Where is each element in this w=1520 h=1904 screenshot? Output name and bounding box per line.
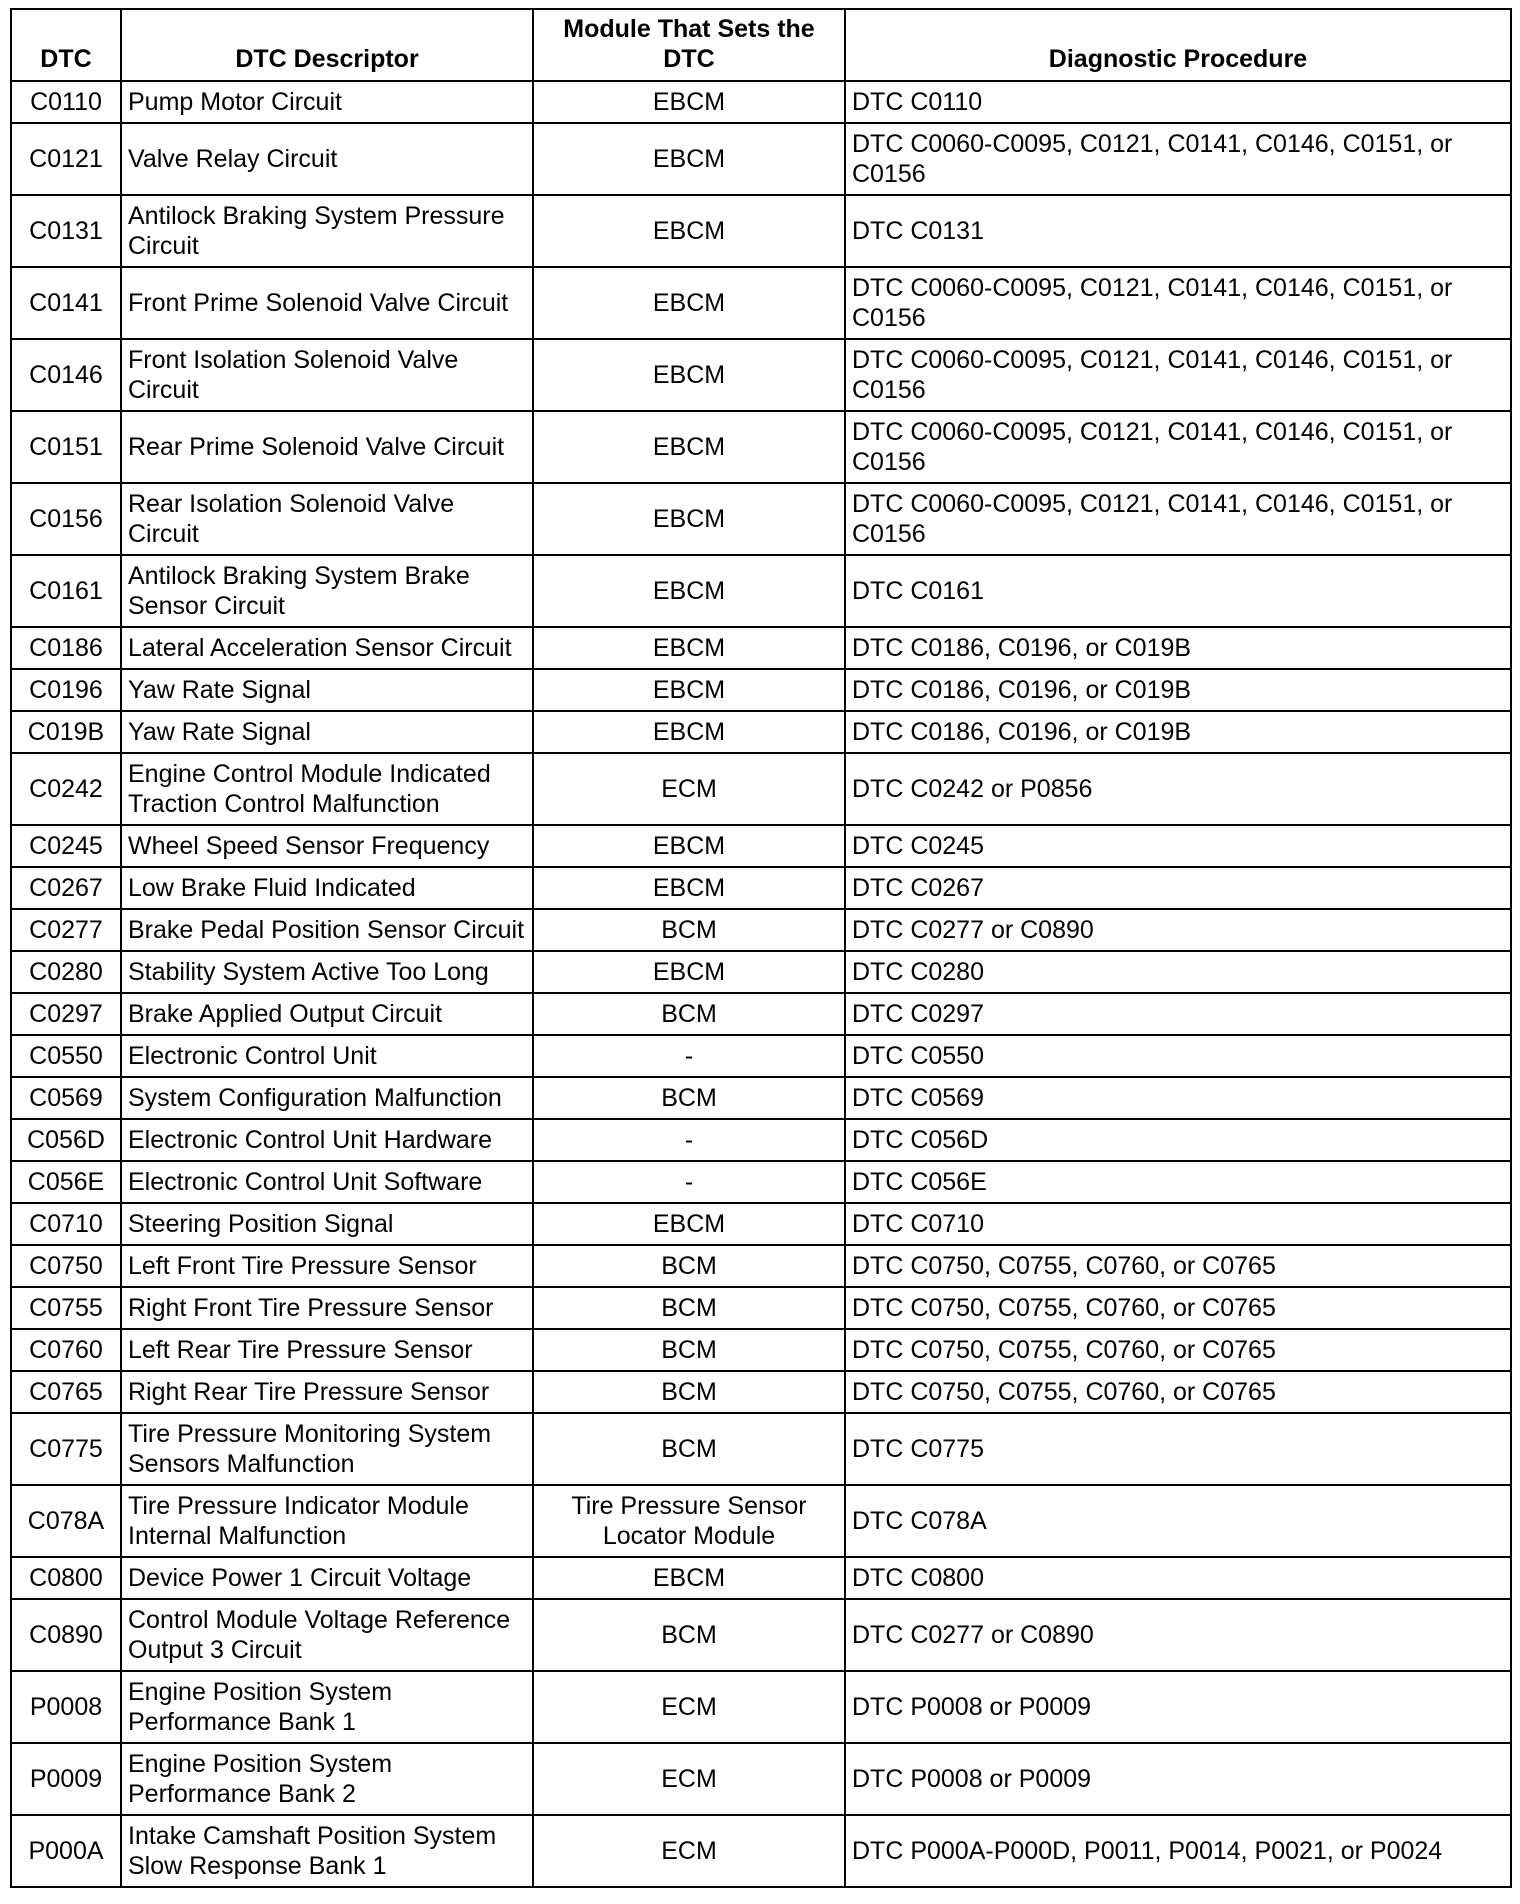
dtc-descriptor-cell: Electronic Control Unit Software: [121, 1161, 533, 1203]
dtc-descriptor-cell: Rear Isolation Solenoid Valve Circuit: [121, 483, 533, 555]
dtc-descriptor-cell: Tire Pressure Indicator Module Internal Malfunction: [121, 1485, 533, 1557]
diagnostic-procedure-cell: DTC P0008 or P0009: [845, 1671, 1511, 1743]
header-procedure: Diagnostic Procedure: [845, 9, 1511, 81]
dtc-table-container: [10, 8, 1510, 1888]
dtc-descriptor-cell: Low Brake Fluid Indicated: [121, 867, 533, 909]
diagnostic-procedure-cell: DTC C0550: [845, 1035, 1511, 1077]
dtc-descriptor-cell: Left Front Tire Pressure Sensor: [121, 1245, 533, 1287]
diagnostic-procedure-cell: DTC P0008 or P0009: [845, 1743, 1511, 1815]
dtc-code-cell: P000A: [11, 1815, 121, 1887]
module-cell: EBCM: [533, 669, 845, 711]
header-descriptor: DTC Descriptor: [121, 9, 533, 81]
table-row: [11, 627, 1511, 669]
dtc-code-cell: C0800: [11, 1557, 121, 1599]
module-cell: EBCM: [533, 627, 845, 669]
diagnostic-procedure-cell: DTC C0750, C0755, C0760, or C0765: [845, 1371, 1511, 1413]
dtc-code-cell: C0710: [11, 1203, 121, 1245]
module-cell: ECM: [533, 753, 845, 825]
dtc-descriptor-cell: Antilock Braking System Pressure Circuit: [121, 195, 533, 267]
module-cell: -: [533, 1119, 845, 1161]
table-row: [11, 1203, 1511, 1245]
diagnostic-procedure-cell: DTC C0277 or C0890: [845, 1599, 1511, 1671]
diagnostic-procedure-cell: DTC C0750, C0755, C0760, or C0765: [845, 1245, 1511, 1287]
dtc-code-cell: C0775: [11, 1413, 121, 1485]
table-body: [11, 81, 1511, 1887]
dtc-descriptor-cell: Wheel Speed Sensor Frequency: [121, 825, 533, 867]
dtc-code-cell: C0569: [11, 1077, 121, 1119]
dtc-code-cell: C0765: [11, 1371, 121, 1413]
diagnostic-procedure-cell: DTC C0110: [845, 81, 1511, 123]
table-row: [11, 825, 1511, 867]
table-row: [11, 195, 1511, 267]
module-cell: EBCM: [533, 1557, 845, 1599]
dtc-descriptor-cell: Yaw Rate Signal: [121, 711, 533, 753]
module-cell: EBCM: [533, 339, 845, 411]
table-row: [11, 1671, 1511, 1743]
dtc-code-cell: C0186: [11, 627, 121, 669]
diagnostic-procedure-cell: DTC C078A: [845, 1485, 1511, 1557]
table-row: [11, 339, 1511, 411]
dtc-code-cell: C0242: [11, 753, 121, 825]
table-row: [11, 1557, 1511, 1599]
table-row: [11, 483, 1511, 555]
diagnostic-procedure-cell: DTC C0775: [845, 1413, 1511, 1485]
diagnostic-procedure-cell: DTC C0060-C0095, C0121, C0141, C0146, C0151, or C0156: [845, 411, 1511, 483]
dtc-descriptor-cell: Valve Relay Circuit: [121, 123, 533, 195]
dtc-descriptor-cell: Engine Position System Performance Bank 1: [121, 1671, 533, 1743]
table-row: [11, 1035, 1511, 1077]
module-cell: -: [533, 1161, 845, 1203]
module-cell: BCM: [533, 1287, 845, 1329]
table-row: [11, 1161, 1511, 1203]
diagnostic-procedure-cell: DTC C0186, C0196, or C019B: [845, 669, 1511, 711]
dtc-descriptor-cell: Steering Position Signal: [121, 1203, 533, 1245]
dtc-code-cell: C0196: [11, 669, 121, 711]
table-row: [11, 1245, 1511, 1287]
diagnostic-procedure-cell: DTC C0710: [845, 1203, 1511, 1245]
module-cell: BCM: [533, 1599, 845, 1671]
module-cell: EBCM: [533, 867, 845, 909]
dtc-code-cell: P0009: [11, 1743, 121, 1815]
diagnostic-procedure-cell: DTC C056E: [845, 1161, 1511, 1203]
module-cell: EBCM: [533, 123, 845, 195]
table-row: [11, 753, 1511, 825]
dtc-descriptor-cell: Engine Position System Performance Bank 2: [121, 1743, 533, 1815]
diagnostic-procedure-cell: DTC C0267: [845, 867, 1511, 909]
module-cell: EBCM: [533, 411, 845, 483]
dtc-descriptor-cell: Electronic Control Unit: [121, 1035, 533, 1077]
diagnostic-procedure-cell: DTC C0186, C0196, or C019B: [845, 627, 1511, 669]
dtc-code-cell: C0131: [11, 195, 121, 267]
table-row: [11, 951, 1511, 993]
dtc-descriptor-cell: Tire Pressure Monitoring System Sensors Malfunction: [121, 1413, 533, 1485]
dtc-descriptor-cell: Rear Prime Solenoid Valve Circuit: [121, 411, 533, 483]
table-row: [11, 1599, 1511, 1671]
header-dtc: DTC: [11, 9, 121, 81]
table-row: [11, 909, 1511, 951]
table-row: [11, 1815, 1511, 1887]
diagnostic-procedure-cell: DTC C056D: [845, 1119, 1511, 1161]
table-row: [11, 1287, 1511, 1329]
table-row: [11, 993, 1511, 1035]
diagnostic-procedure-cell: DTC C0800: [845, 1557, 1511, 1599]
table-row: [11, 1413, 1511, 1485]
dtc-descriptor-cell: Electronic Control Unit Hardware: [121, 1119, 533, 1161]
dtc-descriptor-cell: Device Power 1 Circuit Voltage: [121, 1557, 533, 1599]
module-cell: -: [533, 1035, 845, 1077]
dtc-code-cell: C056D: [11, 1119, 121, 1161]
diagnostic-procedure-cell: DTC C0245: [845, 825, 1511, 867]
module-cell: BCM: [533, 1371, 845, 1413]
table-row: [11, 867, 1511, 909]
dtc-descriptor-cell: Stability System Active Too Long: [121, 951, 533, 993]
dtc-table: [10, 8, 1512, 1888]
module-cell: EBCM: [533, 825, 845, 867]
dtc-descriptor-cell: Control Module Voltage Reference Output 3 Circuit: [121, 1599, 533, 1671]
table-row: [11, 1077, 1511, 1119]
dtc-descriptor-cell: Intake Camshaft Position System Slow Response Bank 1: [121, 1815, 533, 1887]
dtc-code-cell: C0297: [11, 993, 121, 1035]
dtc-code-cell: C0550: [11, 1035, 121, 1077]
dtc-descriptor-cell: Brake Applied Output Circuit: [121, 993, 533, 1035]
module-cell: BCM: [533, 1245, 845, 1287]
table-row: [11, 711, 1511, 753]
table-header-row: [11, 9, 1511, 81]
table-row: [11, 1329, 1511, 1371]
module-cell: EBCM: [533, 951, 845, 993]
dtc-code-cell: C0151: [11, 411, 121, 483]
table-row: [11, 669, 1511, 711]
module-cell: EBCM: [533, 1203, 845, 1245]
dtc-code-cell: C0110: [11, 81, 121, 123]
module-cell: BCM: [533, 1077, 845, 1119]
module-cell: EBCM: [533, 483, 845, 555]
dtc-descriptor-cell: Left Rear Tire Pressure Sensor: [121, 1329, 533, 1371]
diagnostic-procedure-cell: DTC C0186, C0196, or C019B: [845, 711, 1511, 753]
dtc-code-cell: C0161: [11, 555, 121, 627]
dtc-code-cell: C078A: [11, 1485, 121, 1557]
module-cell: Tire Pressure Sensor Locator Module: [533, 1485, 845, 1557]
dtc-descriptor-cell: Front Prime Solenoid Valve Circuit: [121, 267, 533, 339]
table-row: [11, 1485, 1511, 1557]
dtc-code-cell: C0245: [11, 825, 121, 867]
diagnostic-procedure-cell: DTC C0242 or P0856: [845, 753, 1511, 825]
module-cell: BCM: [533, 909, 845, 951]
module-cell: ECM: [533, 1815, 845, 1887]
dtc-descriptor-cell: Engine Control Module Indicated Traction Control Malfunction: [121, 753, 533, 825]
diagnostic-procedure-cell: DTC C0569: [845, 1077, 1511, 1119]
table-row: [11, 1371, 1511, 1413]
dtc-code-cell: C0141: [11, 267, 121, 339]
diagnostic-procedure-cell: DTC C0131: [845, 195, 1511, 267]
diagnostic-procedure-cell: DTC C0750, C0755, C0760, or C0765: [845, 1329, 1511, 1371]
table-row: [11, 555, 1511, 627]
dtc-code-cell: C0755: [11, 1287, 121, 1329]
table-row: [11, 1743, 1511, 1815]
dtc-code-cell: C0156: [11, 483, 121, 555]
dtc-descriptor-cell: Lateral Acceleration Sensor Circuit: [121, 627, 533, 669]
table-row: [11, 267, 1511, 339]
module-cell: EBCM: [533, 555, 845, 627]
dtc-code-cell: C0750: [11, 1245, 121, 1287]
dtc-descriptor-cell: Right Front Tire Pressure Sensor: [121, 1287, 533, 1329]
dtc-code-cell: C0280: [11, 951, 121, 993]
table-row: [11, 411, 1511, 483]
diagnostic-procedure-cell: DTC C0277 or C0890: [845, 909, 1511, 951]
dtc-code-cell: C0277: [11, 909, 121, 951]
module-cell: EBCM: [533, 267, 845, 339]
header-module: Module That Sets the DTC: [533, 9, 845, 81]
dtc-descriptor-cell: Antilock Braking System Brake Sensor Circuit: [121, 555, 533, 627]
diagnostic-procedure-cell: DTC P000A-P000D, P0011, P0014, P0021, or P0024: [845, 1815, 1511, 1887]
module-cell: EBCM: [533, 711, 845, 753]
diagnostic-procedure-cell: DTC C0060-C0095, C0121, C0141, C0146, C0151, or C0156: [845, 483, 1511, 555]
dtc-code-cell: P0008: [11, 1671, 121, 1743]
diagnostic-procedure-cell: DTC C0060-C0095, C0121, C0141, C0146, C0151, or C0156: [845, 267, 1511, 339]
table-row: [11, 1119, 1511, 1161]
dtc-descriptor-cell: Right Rear Tire Pressure Sensor: [121, 1371, 533, 1413]
module-cell: BCM: [533, 1329, 845, 1371]
dtc-code-cell: C0267: [11, 867, 121, 909]
table-row: [11, 81, 1511, 123]
dtc-code-cell: C0890: [11, 1599, 121, 1671]
diagnostic-procedure-cell: DTC C0060-C0095, C0121, C0141, C0146, C0151, or C0156: [845, 339, 1511, 411]
dtc-descriptor-cell: Pump Motor Circuit: [121, 81, 533, 123]
module-cell: ECM: [533, 1743, 845, 1815]
dtc-descriptor-cell: Yaw Rate Signal: [121, 669, 533, 711]
dtc-code-cell: C019B: [11, 711, 121, 753]
module-cell: BCM: [533, 1413, 845, 1485]
diagnostic-procedure-cell: DTC C0750, C0755, C0760, or C0765: [845, 1287, 1511, 1329]
diagnostic-procedure-cell: DTC C0161: [845, 555, 1511, 627]
dtc-descriptor-cell: System Configuration Malfunction: [121, 1077, 533, 1119]
diagnostic-procedure-cell: DTC C0060-C0095, C0121, C0141, C0146, C0151, or C0156: [845, 123, 1511, 195]
diagnostic-procedure-cell: DTC C0280: [845, 951, 1511, 993]
module-cell: EBCM: [533, 81, 845, 123]
dtc-descriptor-cell: Brake Pedal Position Sensor Circuit: [121, 909, 533, 951]
module-cell: ECM: [533, 1671, 845, 1743]
dtc-code-cell: C056E: [11, 1161, 121, 1203]
module-cell: EBCM: [533, 195, 845, 267]
dtc-descriptor-cell: Front Isolation Solenoid Valve Circuit: [121, 339, 533, 411]
dtc-code-cell: C0121: [11, 123, 121, 195]
module-cell: BCM: [533, 993, 845, 1035]
dtc-code-cell: C0760: [11, 1329, 121, 1371]
diagnostic-procedure-cell: DTC C0297: [845, 993, 1511, 1035]
table-row: [11, 123, 1511, 195]
dtc-code-cell: C0146: [11, 339, 121, 411]
